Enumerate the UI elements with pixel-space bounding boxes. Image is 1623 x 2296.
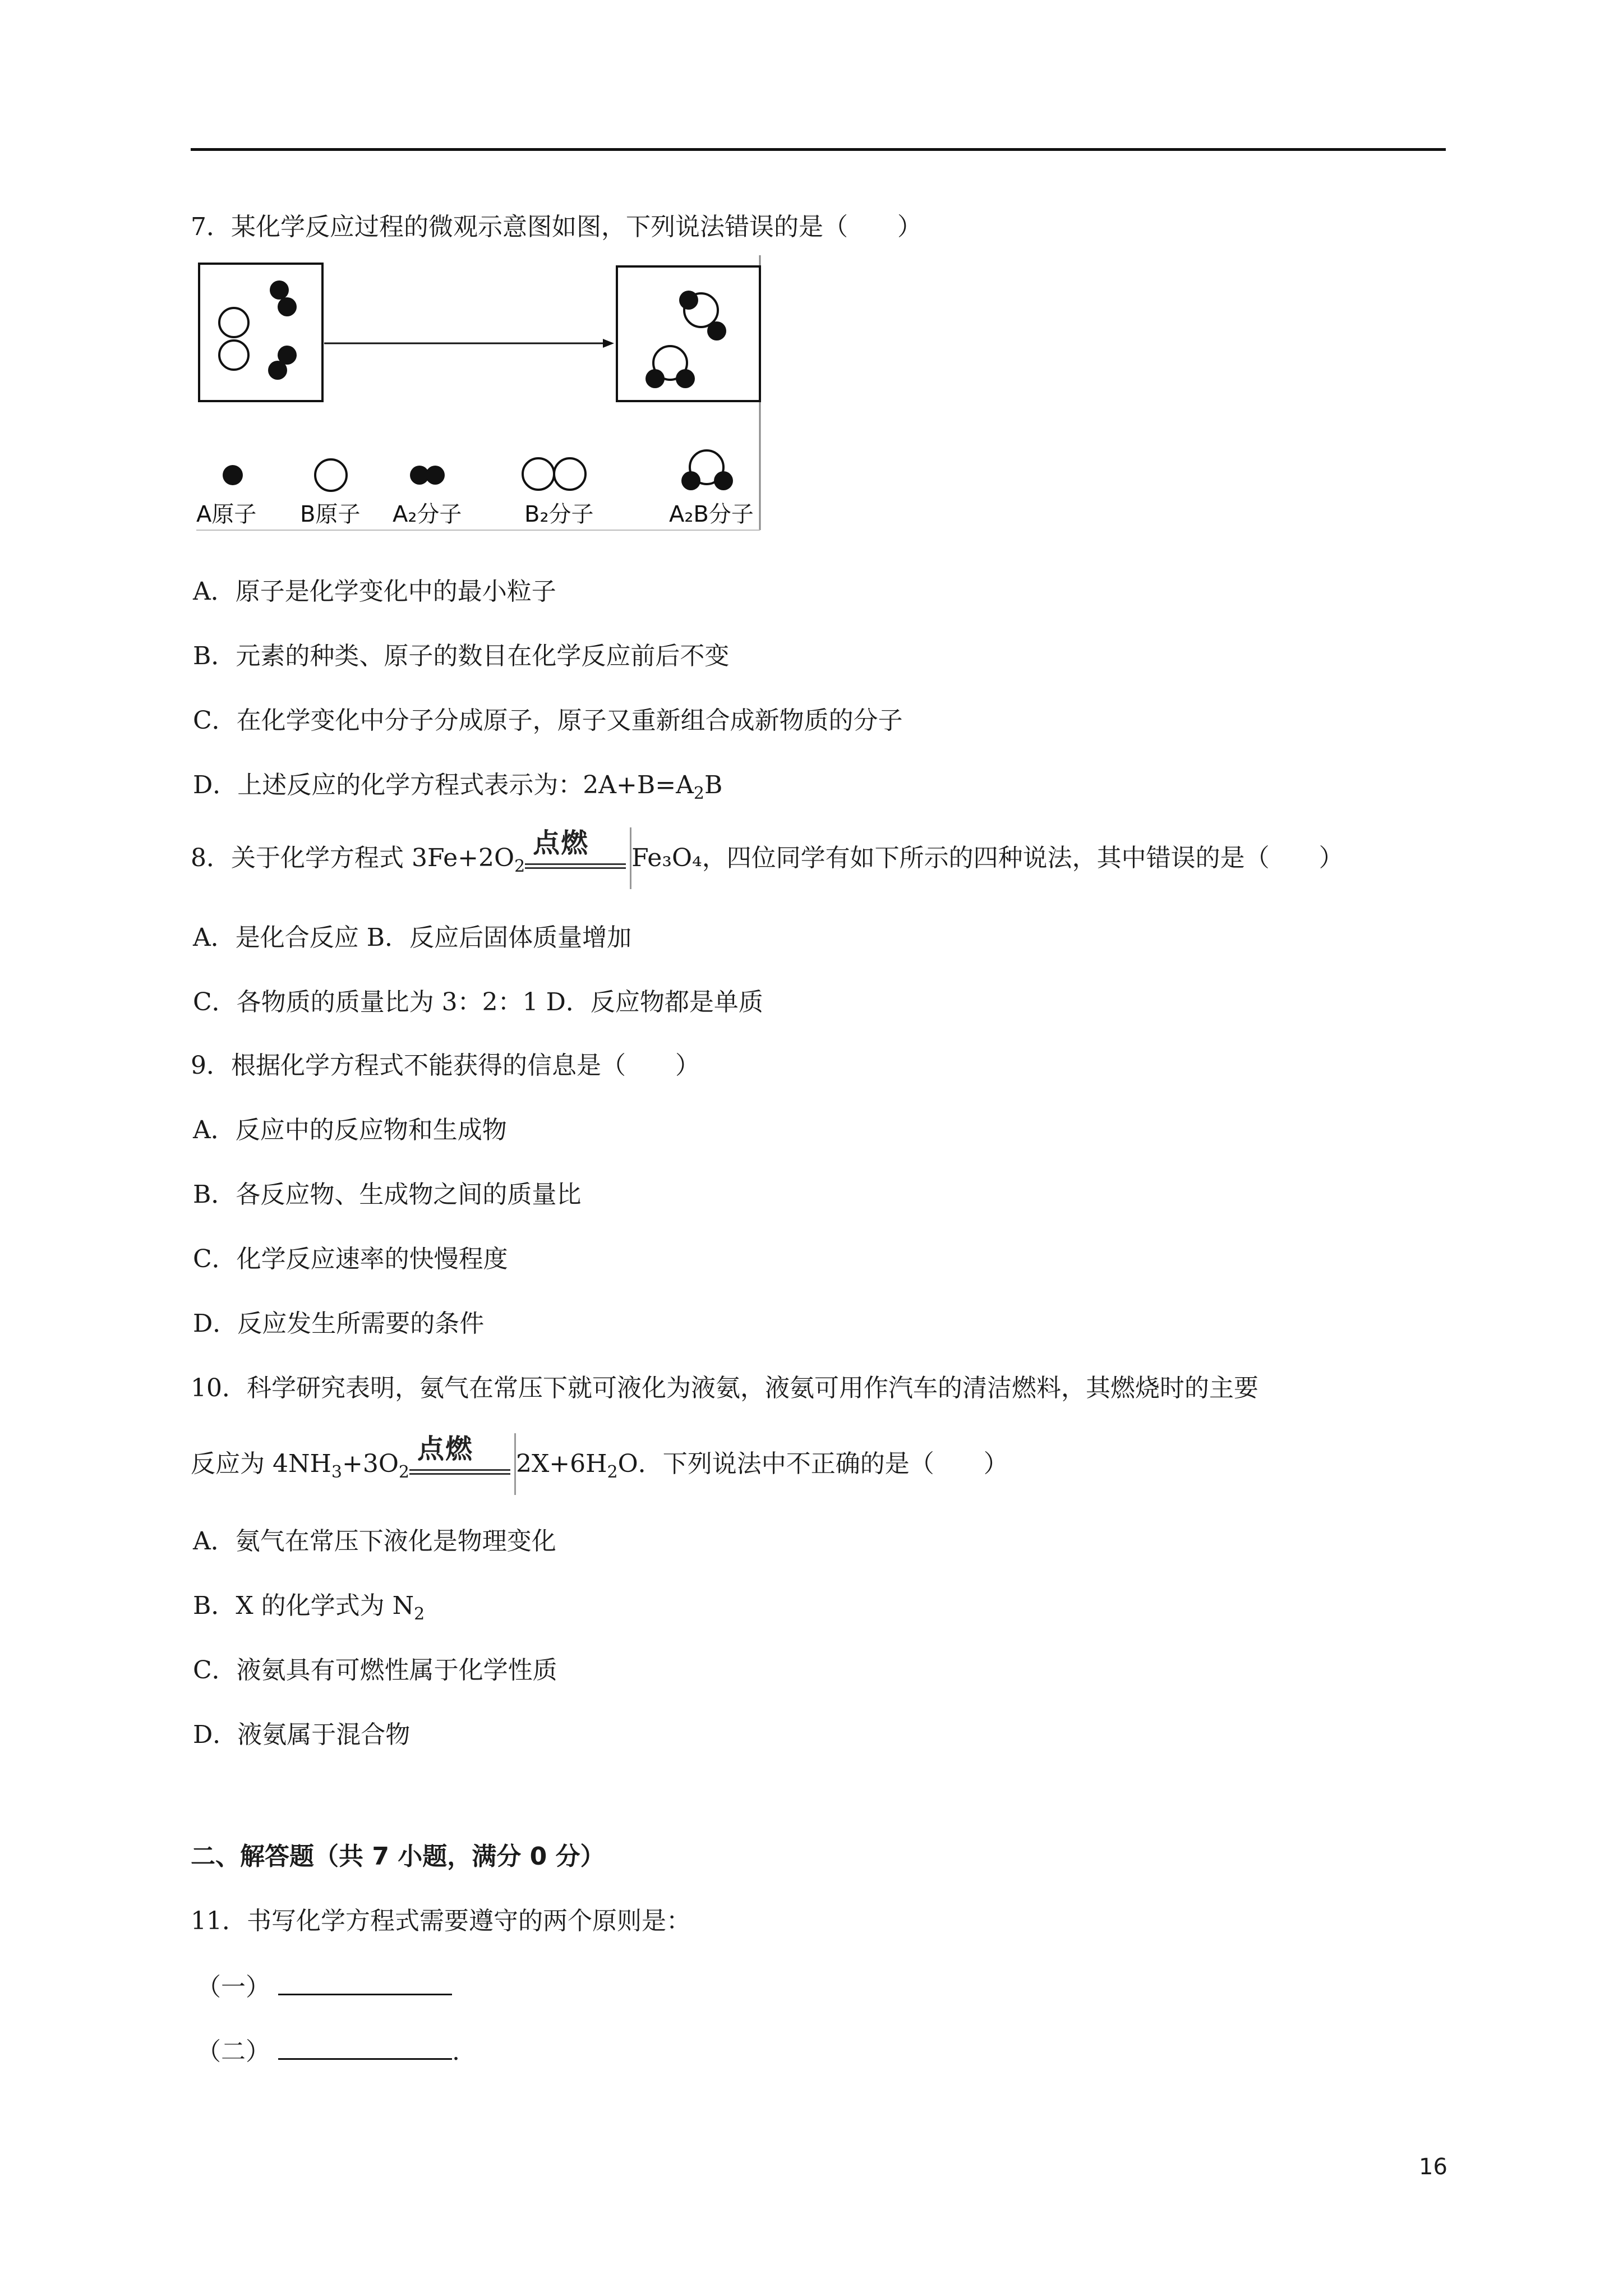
question-10-stem-line2: 反应为 $4NH_3+3O_2$ 点燃 $2X+6H_2O$．下列说法中不正确的是（ ） bbox=[191, 1447, 1008, 1489]
a2b-molecule-a-atom bbox=[676, 369, 695, 388]
q7-option-a: A．原子是化学变化中的最小粒子 bbox=[193, 577, 556, 606]
answer-blank-2[interactable] bbox=[278, 2033, 452, 2060]
legend-label-b-atom: B原子 bbox=[300, 501, 361, 527]
question-7-stem: 7．某化学反应过程的微观示意图如图，下列说法错误的是（ ） bbox=[191, 213, 922, 241]
reaction-diagram bbox=[196, 255, 763, 533]
answer-blank-1[interactable] bbox=[278, 1969, 452, 1995]
reaction-condition-equals: 点燃 bbox=[525, 843, 631, 877]
legend-label-a2: A₂分子 bbox=[393, 501, 462, 527]
q9-option-a: A．反应中的反应物和生成物 bbox=[193, 1116, 507, 1144]
reaction-condition-equals: 点燃 bbox=[409, 1449, 516, 1483]
b2-molecule-atom bbox=[219, 341, 248, 370]
question-8-stem: 8．关于化学方程式 $3Fe+2O_2$ 点燃 Fe₃O₄，四位同学有如下所示的四种说法，其中错误的是（ ） bbox=[191, 841, 1344, 884]
q7-option-b: B．元素的种类、原子的数目在化学反应前后不变 bbox=[193, 642, 730, 670]
b2-molecule-atom bbox=[219, 308, 248, 337]
a2b-molecule-a-atom bbox=[707, 321, 726, 341]
a2-molecule-atom bbox=[270, 280, 289, 300]
question-11-stem: 11．书写化学方程式需要遵守的两个原则是： bbox=[191, 1907, 691, 1935]
legend-a2b-symbol bbox=[714, 471, 733, 490]
q11-item-2: （二） . bbox=[196, 2033, 460, 2069]
a2b-molecule-a-atom bbox=[679, 291, 698, 310]
a2-molecule-atom bbox=[268, 361, 287, 380]
legend-b2-symbol bbox=[554, 458, 585, 490]
q7-option-d: D．上述反应的化学方程式表示为：$2A+B=A_2B$ bbox=[193, 771, 723, 803]
legend-a2-symbol bbox=[426, 466, 445, 485]
q10-option-c: C．液氨具有可燃性属于化学性质 bbox=[193, 1656, 557, 1685]
legend-label-b2: B₂分子 bbox=[524, 501, 594, 527]
legend-b2-symbol bbox=[523, 458, 554, 490]
q9-option-c: C．化学反应速率的快慢程度 bbox=[193, 1245, 508, 1273]
q11-item-1: （一） bbox=[196, 1969, 452, 2004]
legend-label-a2b: A₂B分子 bbox=[669, 501, 754, 527]
q8-options-row1: A．是化合反应 B．反应后固体质量增加 bbox=[193, 923, 632, 952]
section-2-heading: 二、解答题（共 7 小题，满分 0 分） bbox=[191, 1842, 605, 1871]
a2-molecule-atom bbox=[278, 297, 297, 316]
arrow-head bbox=[603, 339, 614, 348]
page-number: 16 bbox=[1419, 2154, 1447, 2180]
q10-option-a: A．氨气在常压下液化是物理变化 bbox=[193, 1527, 556, 1556]
question-9-stem: 9．根据化学方程式不能获得的信息是（ ） bbox=[191, 1051, 700, 1080]
q10-option-b: B．X 的化学式为 $N_2$ bbox=[193, 1591, 425, 1624]
legend-a2b-symbol bbox=[681, 471, 700, 490]
question-10-stem-line1: 10．科学研究表明，氨气在常压下就可液化为液氨，液氨可用作汽车的清洁燃料，其燃烧时的主要 bbox=[191, 1374, 1258, 1402]
q8-options-row2: C．各物质的质量比为 3：2：1 D．反应物都是单质 bbox=[193, 988, 763, 1016]
q10-option-d: D．液氨属于混合物 bbox=[193, 1720, 411, 1749]
a2b-molecule-a-atom bbox=[645, 369, 665, 388]
q9-option-b: B．各反应物、生成物之间的质量比 bbox=[193, 1180, 582, 1209]
reactants-box bbox=[199, 264, 322, 401]
legend-b-atom-symbol bbox=[315, 459, 347, 491]
q9-option-d: D．反应发生所需要的条件 bbox=[193, 1309, 485, 1338]
legend-label-a-atom: A原子 bbox=[196, 501, 257, 527]
q7-option-c: C．在化学变化中分子分成原子，原子又重新组合成新物质的分子 bbox=[193, 706, 903, 735]
header-rule bbox=[191, 148, 1446, 151]
legend-a-atom-symbol bbox=[223, 465, 243, 485]
